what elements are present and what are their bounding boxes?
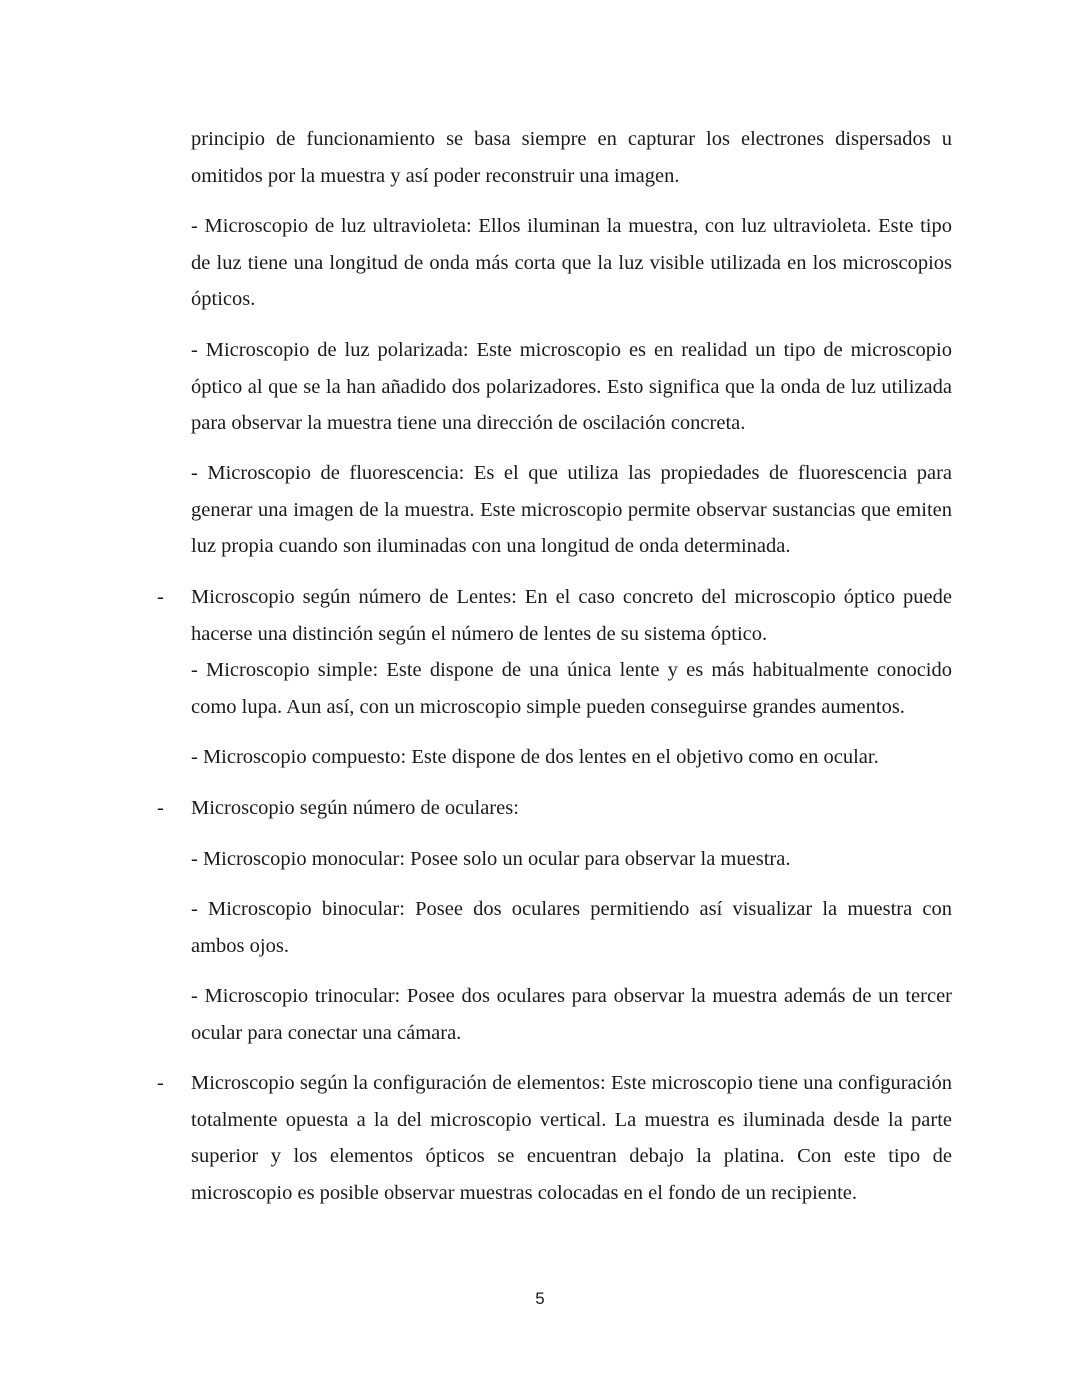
paragraph-compound-microscope: - Microscopio compuesto: Este dispone de dos lentes en el objetivo como en ocular. xyxy=(191,746,879,768)
bullet-dash-lenses: - xyxy=(157,586,164,608)
paragraph-fluorescence-microscope: - Microscopio de fluorescencia: Es el que utiliza las propiedades de fluorescencia para generar una imagen de la muestra. Este microscopio permite observar sustancias que emiten luz propia cuando son iluminadas con una longitud de onda determinada. xyxy=(191,462,952,557)
bullet-dash-oculars: - xyxy=(157,797,164,819)
bullet-oculars-heading: Microscopio según número de oculares: xyxy=(191,797,519,819)
paragraph-simple-microscope: - Microscopio simple: Este dispone de una única lente y es más habitualmente conocido como lupa. Aun así, con un microscopio simple pueden conseguirse grandes aumentos. xyxy=(191,659,952,718)
page-number: 5 xyxy=(535,1289,545,1308)
bullet-configuration-paragraph: Microscopio según la configuración de elementos: Este microscopio tiene una configuración totalmente opuesta a la del microscopio vertical. La muestra es iluminada desde la parte superior y los elementos ópticos se encuentran debajo la platina. Con este tipo de microscopio es posible observar muestras colocadas en el fondo de un recipiente. xyxy=(191,1072,952,1204)
paragraph-ultraviolet-microscope: - Microscopio de luz ultravioleta: Ellos iluminan la muestra, con luz ultravioleta. Este tipo de luz tiene una longitud de onda más corta que la luz visible utilizada en los microscopios ópticos. xyxy=(191,215,952,310)
bullet-dash-configuration: - xyxy=(157,1072,164,1094)
paragraph-monocular-microscope: - Microscopio monocular: Posee solo un ocular para observar la muestra. xyxy=(191,848,791,870)
paragraph-electron-continuation: principio de funcionamiento se basa siempre en capturar los electrones dispersados u omitidos por la muestra y así poder reconstruir una imagen. xyxy=(191,128,952,187)
bullet-lenses-heading: Microscopio según número de Lentes: En el caso concreto del microscopio óptico puede hacerse una distinción según el número de lentes de su sistema óptico. xyxy=(191,586,952,645)
paragraph-binocular-microscope: - Microscopio binocular: Posee dos oculares permitiendo así visualizar la muestra con ambos ojos. xyxy=(191,898,952,957)
paragraph-trinocular-microscope: - Microscopio trinocular: Posee dos oculares para observar la muestra además de un tercer ocular para conectar una cámara. xyxy=(191,985,952,1044)
paragraph-polarized-microscope: - Microscopio de luz polarizada: Este microscopio es en realidad un tipo de microscopio óptico al que se la han añadido dos polarizadores. Esto significa que la onda de luz utilizada para observar la muestra tiene una dirección de oscilación concreta. xyxy=(191,339,952,434)
